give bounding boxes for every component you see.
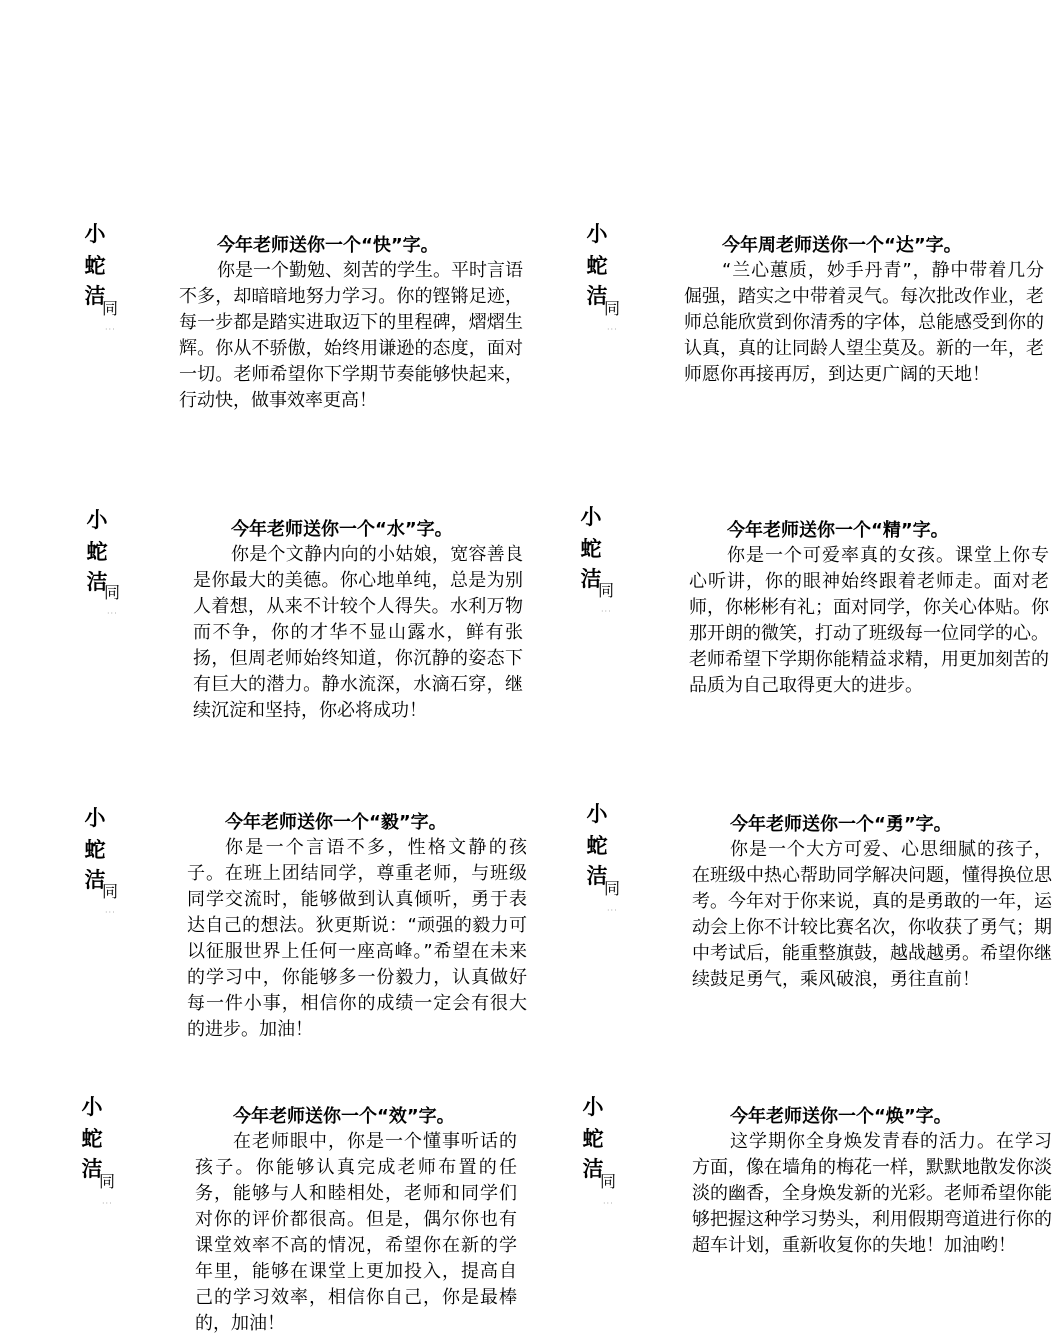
comment-title: 今年老师送你一个“水”字。 xyxy=(231,519,453,540)
tong-label: 同 xyxy=(604,879,621,898)
name-char: 洁 xyxy=(84,284,106,308)
name-char: 小 xyxy=(586,222,608,246)
tong-label: 同 xyxy=(104,583,121,602)
name-char: 小 xyxy=(86,508,108,532)
name-char: 洁 xyxy=(586,284,608,308)
tong-label: 同 xyxy=(99,1172,116,1191)
comment-title: 今年老师送你一个“精”字。 xyxy=(727,520,949,541)
name-char: 小 xyxy=(582,1095,604,1119)
name-char: 蛇 xyxy=(580,537,602,561)
name-char: 蛇 xyxy=(586,254,608,278)
name-char: 洁 xyxy=(86,570,108,594)
comment-text xyxy=(689,518,1049,754)
name-dots: ··· xyxy=(607,906,618,915)
comment-body: 你是个文静内向的小姑娘，宽容善良是你最大的美德。你心地单纯，总是为别人着想，从来不计较个人得失。水利万物而不争，你的才华不显山露水，鲜有张扬，但周老师始终知道，你沉静的姿态下有巨大的潜力。静水流深，水滴石穿，继续沉淀和坚持，你必将成功！ xyxy=(193,544,523,721)
comment-text xyxy=(692,1104,1052,1340)
comment-text xyxy=(187,810,527,1046)
name-char: 洁 xyxy=(81,1157,103,1181)
tong-label: 同 xyxy=(604,299,621,318)
comment-body: 你是一个言语不多，性格文静的孩子。在班上团结同学，尊重老师，与班级同学交流时，能够做到认真倾听，勇于表达自己的想法。狄更斯说：“顽强的毅力可以征服世界上任何一座高峰。”希望在未来的学习中，你能够多一份毅力，认真做好每一件小事，相信你的成绩一定会有很大的进步。加油！ xyxy=(187,837,527,1040)
name-char: 洁 xyxy=(582,1157,604,1181)
name-char: 小 xyxy=(84,222,106,246)
tong-label: 同 xyxy=(102,882,119,901)
name-char: 蛇 xyxy=(86,540,108,564)
comment-title: 今年老师送你一个“毅”字。 xyxy=(225,812,447,833)
name-dots: ··· xyxy=(105,908,116,917)
name-char: 小 xyxy=(84,806,106,830)
name-char: 小 xyxy=(580,505,602,529)
comment-text xyxy=(684,233,1044,443)
name-dots: ··· xyxy=(603,1199,614,1208)
name-dots: ··· xyxy=(102,1199,113,1208)
name-char: 蛇 xyxy=(586,834,608,858)
name-char: 洁 xyxy=(580,567,602,591)
comment-body: 你是一个大方可爱、心思细腻的孩子，在班级中热心帮助同学解决问题，懂得换位思考。今年对于你来说，真的是勇敢的一年，运动会上你不计较比赛名次，你收获了勇气；期中考试后，能重整旗鼓，越战越勇。希望你继续鼓足勇气，乘风破浪，勇往直前！ xyxy=(692,839,1052,990)
name-char: 洁 xyxy=(586,864,608,888)
name-char: 蛇 xyxy=(84,838,106,862)
tong-label: 同 xyxy=(598,581,615,600)
comment-body: 这学期你全身焕发青春的活力。在学习方面，像在墙角的梅花一样，默默地散发你淡淡的幽香，全身焕发新的光彩。老师希望你能够把握这种学习势头，利用假期弯道进行你的超车计划，重新收复你的失地！加油哟！ xyxy=(692,1131,1052,1256)
comment-text xyxy=(195,1104,517,1340)
comment-body: “兰心蕙质，妙手丹青”，静中带着几分倔强，踏实之中带着灵气。每次批改作业，老师总能欣赏到你清秀的字体，总能感受到你的认真，真的让同龄人望尘莫及。新的一年，老师愿你再接再厉，到达更广阔的天地！ xyxy=(684,260,1044,385)
name-char: 蛇 xyxy=(582,1127,604,1151)
comment-text xyxy=(692,812,1052,1048)
name-dots: ··· xyxy=(107,609,118,618)
comment-text xyxy=(179,233,523,443)
comment-title: 今年老师送你一个“快”字。 xyxy=(217,235,439,256)
comment-body: 你是一个可爱率真的女孩。课堂上你专心听讲，你的眼神始终跟着老师走。面对老师，你彬彬有礼；面对同学，你关心体贴。你那开朗的微笑，打动了班级每一位同学的心。老师希望下学期你能精益求精，用更加刻苦的品质为自己取得更大的进步。 xyxy=(689,545,1049,696)
comment-title: 今年老师送你一个“效”字。 xyxy=(233,1106,455,1127)
name-char: 洁 xyxy=(84,868,106,892)
comment-body: 在老师眼中，你是一个懂事听话的孩子。你能够认真完成老师布置的任务，能够与人和睦相处，老师和同学们对你的评价都很高。但是，偶尔你也有课堂效率不高的情况，希望你在新的学年里，能够在课堂上更加投入，提高自己的学习效率，相信你自己，你是最棒的，加油！ xyxy=(195,1131,517,1334)
comment-title: 今年周老师送你一个“达”字。 xyxy=(722,235,962,256)
comment-title: 今年老师送你一个“勇”字。 xyxy=(730,814,952,835)
tong-label: 同 xyxy=(102,299,119,318)
comment-body: 你是一个勤勉、刻苦的学生。平时言语不多，却暗暗地努力学习。你的铿锵足迹，每一步都是踏实进取迈下的里程碑，熠熠生辉。你从不骄傲，始终用谦逊的态度，面对一切。老师希望你下学期节奏能够快起来，行动快，做事效率更高！ xyxy=(179,260,523,411)
comment-text xyxy=(193,517,523,753)
name-char: 蛇 xyxy=(84,254,106,278)
tong-label: 同 xyxy=(600,1172,617,1191)
name-dots: ··· xyxy=(601,607,612,616)
name-dots: ··· xyxy=(105,325,116,334)
name-char: 小 xyxy=(81,1095,103,1119)
comment-title: 今年老师送你一个“焕”字。 xyxy=(730,1106,952,1127)
name-char: 小 xyxy=(586,802,608,826)
name-dots: ··· xyxy=(607,325,618,334)
name-char: 蛇 xyxy=(81,1127,103,1151)
